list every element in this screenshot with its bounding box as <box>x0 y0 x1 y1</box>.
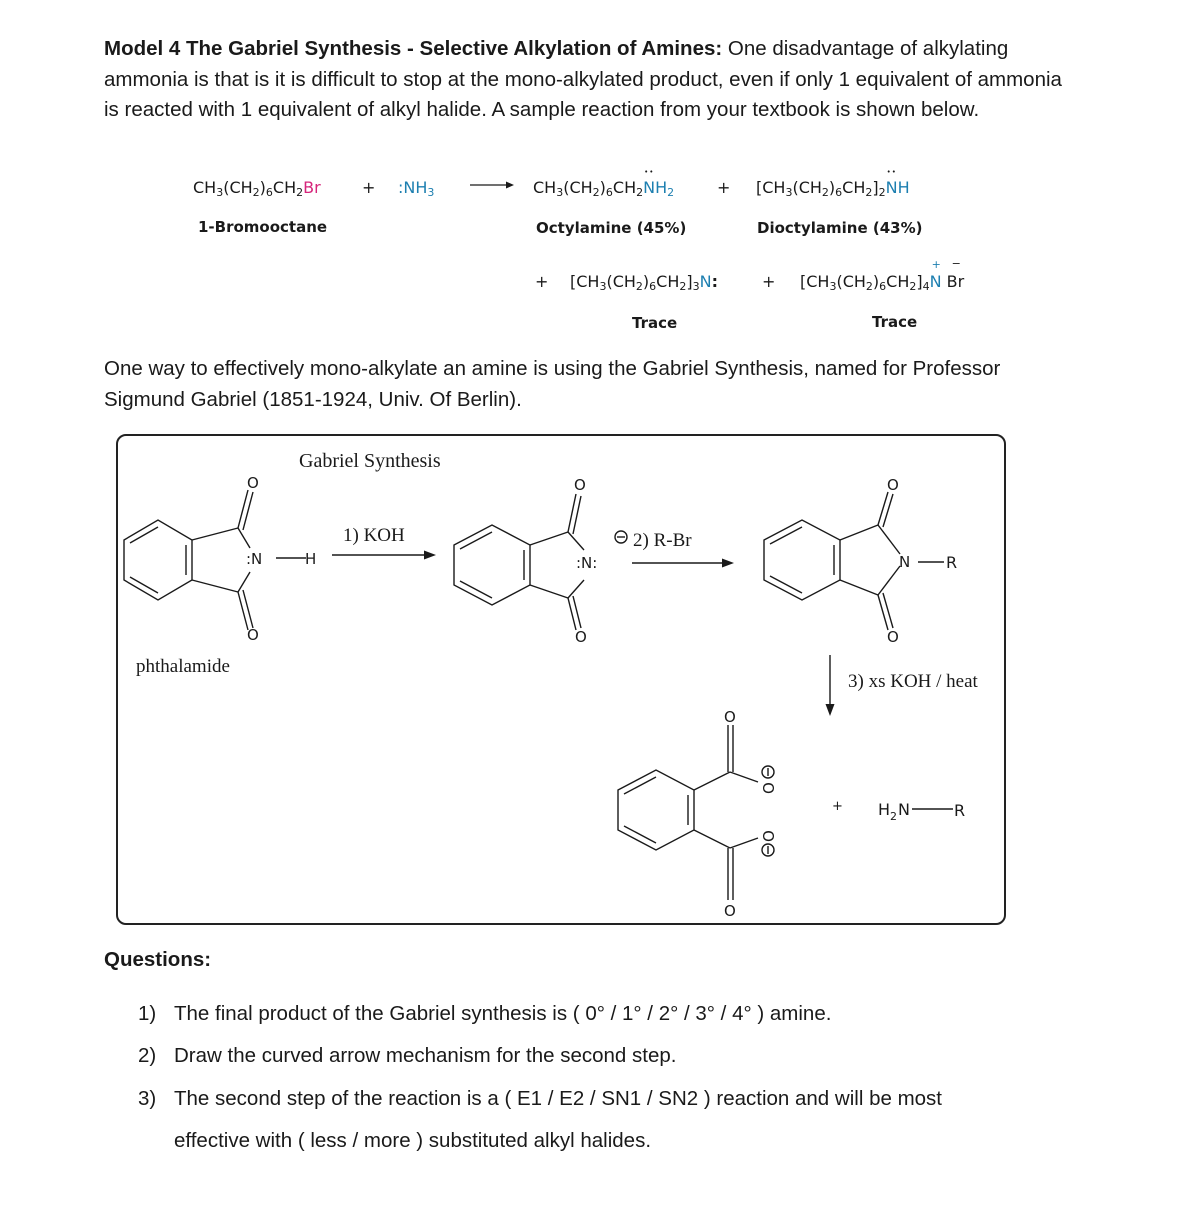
step3-reagent: 3) xs KOH / heat <box>848 671 978 692</box>
question-3-text: The second step of the reaction is a ( E1 / E2 / SN1 / SN2 ) reaction and will be most <box>174 1087 942 1110</box>
start-label: phthalamide <box>136 656 230 677</box>
svg-text:O: O <box>724 708 736 726</box>
gabriel-description: One way to effectively mono-alkylate an amine is using the Gabriel Synthesis, named for Professor Sigmund Gabriel (1851-1924, Univ. Of Berlin). <box>104 357 1001 411</box>
question-2-number: 2) <box>138 1044 157 1067</box>
intro-text: One disadvantage of alkylating ammonia is that is it is difficult to stop at the mono-alkylated product, even if only 1 equivalent of ammonia is reacted with 1 equivalent of alkyl halide. A sample reaction from your textbook is shown below. <box>104 37 1062 121</box>
questions-heading: Questions: <box>104 948 212 971</box>
label-trace-2: Trace <box>872 313 918 331</box>
svg-text:2: 2 <box>890 810 897 823</box>
svg-text:O: O <box>760 830 778 842</box>
scheme-title: Gabriel Synthesis <box>299 450 441 472</box>
gabriel-structures <box>118 470 998 920</box>
svg-text::N: :N <box>246 550 263 568</box>
label-octylamine: Octylamine (45%) <box>536 219 687 237</box>
plus-sign-2: + <box>717 178 731 197</box>
product-dioctylamine: $[CH_3(CH_2)_6CH_2]_2••$ NH <box>756 178 910 199</box>
svg-text:O: O <box>887 476 899 494</box>
svg-text:O: O <box>247 626 259 644</box>
question-1-text: The final product of the Gabriel synthesis is ( 0° / 1° / 2° / 3° / 4° ) amine. <box>174 1002 832 1025</box>
product-quaternary-salt: $[CH_3(CH_2)_6CH_2]_4N$ + Br − <box>800 257 965 293</box>
svg-text:N: N <box>899 553 911 571</box>
svg-text::N:: :N: <box>576 554 598 572</box>
svg-text:O: O <box>247 474 259 492</box>
svg-text:N: N <box>898 800 910 819</box>
alkyl-group-r: R <box>946 553 958 572</box>
product-octylamine: $CH_3(CH_2)_6CH_2••$ $NH_2$ <box>533 178 674 199</box>
plus-sign-1: + <box>362 178 376 197</box>
plus-sign-4: + <box>762 272 776 291</box>
intro-paragraph <box>104 34 1074 126</box>
model-title: Model 4 The Gabriel Synthesis - Selective Alkylation of Amines: <box>104 37 723 60</box>
phthalimide-structure <box>124 474 316 644</box>
phthalate-structure <box>618 708 778 920</box>
svg-text:H: H <box>305 550 317 568</box>
plus-sign-scheme: + <box>832 799 843 814</box>
step1-reagent: 1) KOH <box>343 525 405 546</box>
reactant-ammonia: $:NH_3$ <box>398 178 435 199</box>
svg-text:O: O <box>724 902 736 920</box>
n-alkylphthalimide-structure <box>764 476 944 646</box>
question-1-number: 1) <box>138 1002 157 1025</box>
step2-reagent: 2) R-Br <box>633 530 692 551</box>
svg-text:H: H <box>878 800 891 819</box>
question-2-text: Draw the curved arrow mechanism for the second step. <box>174 1044 677 1067</box>
question-3 <box>138 1087 942 1111</box>
svg-text:O: O <box>760 782 778 794</box>
label-dioctylamine: Dioctylamine (43%) <box>757 219 923 237</box>
question-3-text-2: effective with ( less / more ) substituted alkyl halides. <box>174 1129 652 1152</box>
svg-text:O: O <box>887 628 899 646</box>
question-3-continued <box>138 1129 651 1153</box>
question-1 <box>138 1002 831 1026</box>
product-trioctylamine: $[CH_3(CH_2)_6CH_2]_3N$: <box>570 272 718 293</box>
question-3-number: 3) <box>138 1087 157 1110</box>
svg-text:O: O <box>575 628 587 646</box>
label-trace-1: Trace <box>632 314 678 332</box>
svg-text:O: O <box>574 476 586 494</box>
reactant-bromooctane: $CH_3(CH_2)_6CH_2Br$ <box>193 178 321 199</box>
phthalimide-anion-structure <box>454 476 627 646</box>
amine-r-group: R <box>954 801 966 820</box>
reaction-arrow <box>470 178 514 192</box>
label-bromooctane: 1-Bromooctane <box>198 218 328 236</box>
plus-sign-3: + <box>535 272 549 291</box>
question-2 <box>138 1044 676 1068</box>
